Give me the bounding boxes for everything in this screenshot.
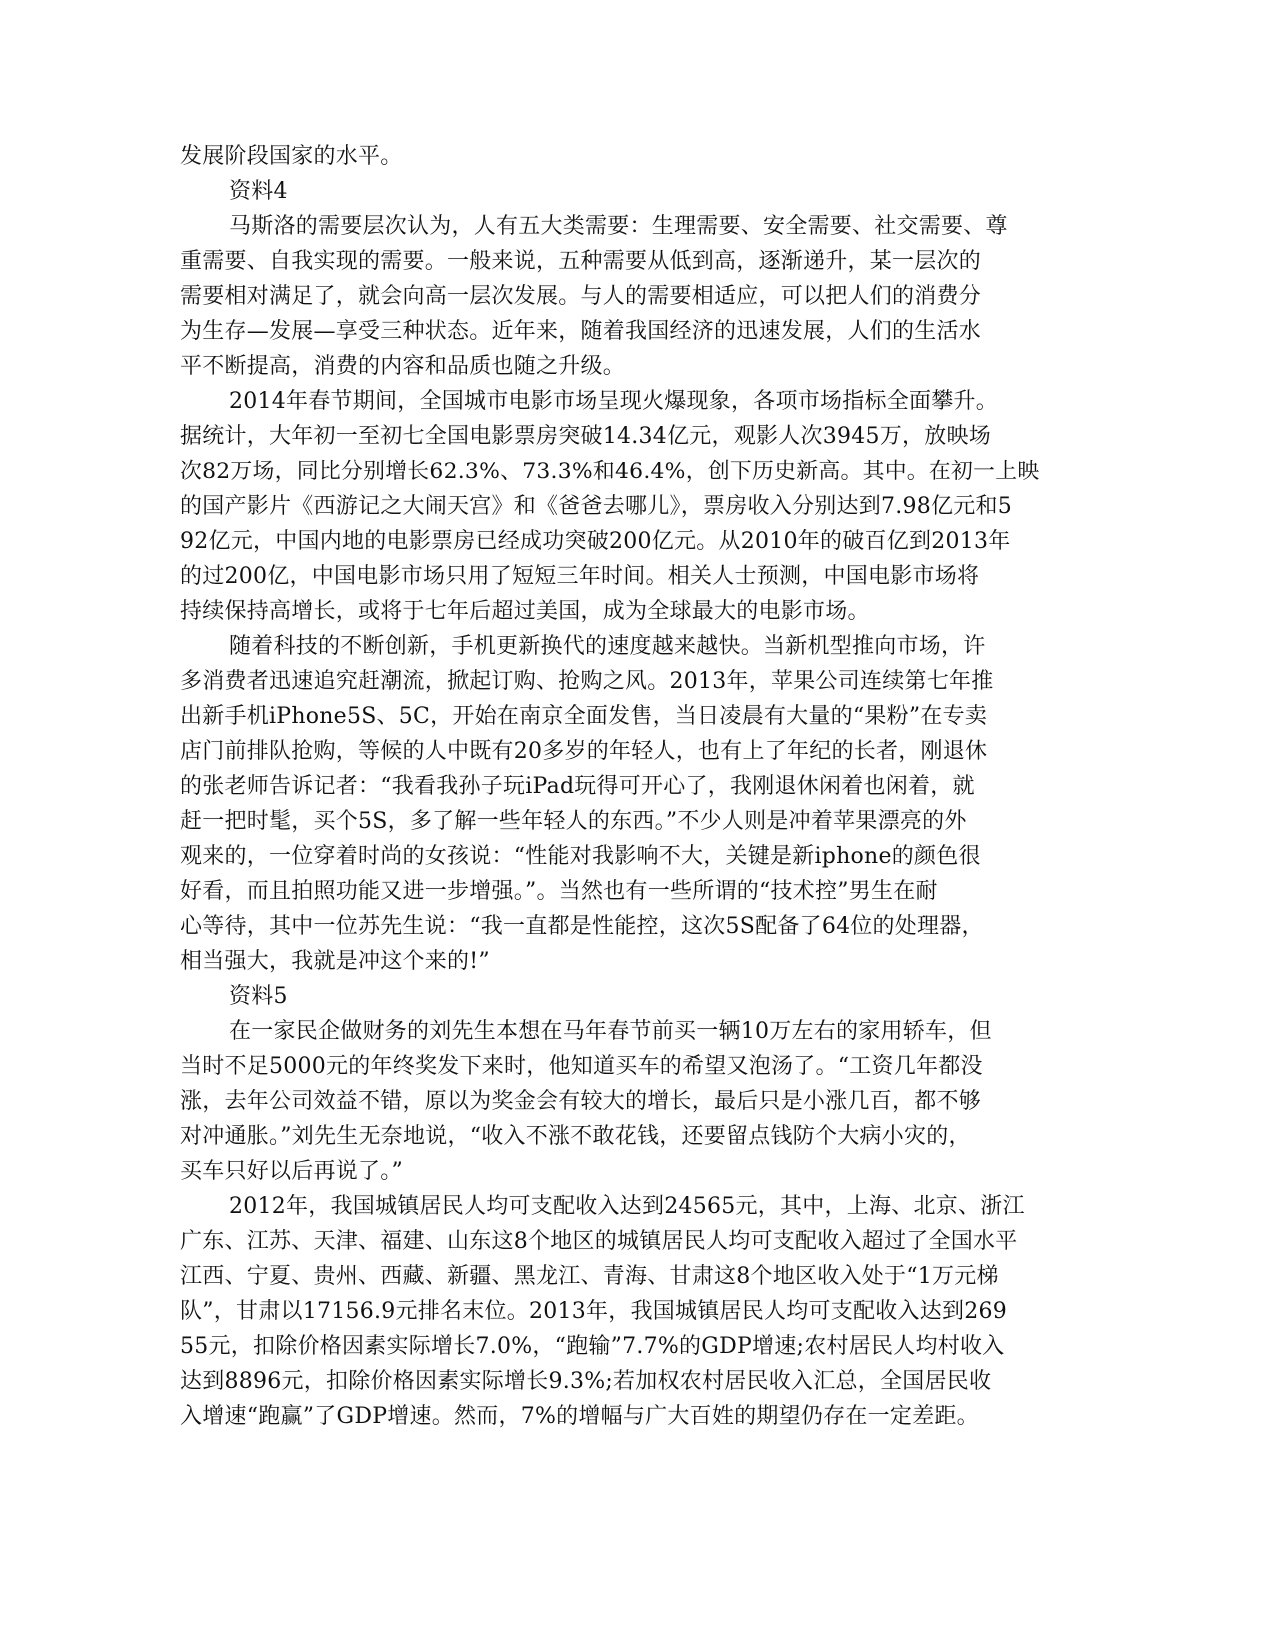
- text-line: 入增速“跑赢”了GDP增速。然而，7%的增幅与广大百姓的期望仍存在一定差距。: [180, 1404, 979, 1429]
- text-line: 相当强大，我就是冲这个来的!”: [180, 949, 490, 974]
- text-line: 2012年，我国城镇居民人均可支配收入达到24565元，其中，上海、北京、浙江: [229, 1194, 1025, 1219]
- text-line: 赶一把时髦，买个5S，多了解一些年轻人的东西。”不少人则是冲着苹果漂亮的外: [180, 809, 967, 834]
- text-line: 的过200亿，中国电影市场只用了短短三年时间。相关人士预测，中国电影市场将: [180, 564, 980, 589]
- text-line: 涨，去年公司效益不错，原以为奖金会有较大的增长，最后只是小涨几百，都不够: [180, 1089, 982, 1114]
- text-line: 2014年春节期间，全国城市电影市场呈现火爆现象，各项市场指标全面攀升。: [229, 389, 998, 414]
- text-line: 马斯洛的需要层次认为，人有五大类需要：生理需要、安全需要、社交需要、尊: [229, 214, 1008, 239]
- text-line: 发展阶段国家的水平。: [180, 144, 403, 169]
- text-line: 广东、江苏、天津、福建、山东这8个地区的城镇居民人均可支配收入超过了全国水平: [180, 1229, 1018, 1254]
- text-line: 江西、宁夏、贵州、西藏、新疆、黑龙江、青海、甘肃这8个地区收入处于“1万元梯: [180, 1264, 999, 1289]
- text-line: 重需要、自我实现的需要。一般来说，五种需要从低到高，逐渐递升，某一层次的: [180, 249, 982, 274]
- text-line: 资料5: [229, 984, 288, 1009]
- text-line: 当时不足5000元的年终奖发下来时，他知道买车的希望又泡汤了。“工资几年都没: [180, 1054, 983, 1079]
- text-line: 出新手机iPhone5S、5C，开始在南京全面发售，当日凌晨有大量的“果粉”在专卖: [180, 704, 988, 729]
- text-line: 为生存—发展—享受三种状态。近年来，随着我国经济的迅速发展，人们的生活水: [180, 319, 982, 344]
- text-line: 心等待，其中一位苏先生说：“我一直都是性能控，这次5S配备了64位的处理器，: [180, 914, 984, 939]
- text-line: 92亿元，中国内地的电影票房已经成功突破200亿元。从2010年的破百亿到2013年: [180, 529, 1011, 554]
- text-line: 平不断提高，消费的内容和品质也随之升级。: [180, 354, 626, 379]
- text-line: 达到8896元，扣除价格因素实际增长9.3%;若加权农村居民收入汇总，全国居民收: [180, 1369, 992, 1394]
- text-line: 随着科技的不断创新，手机更新换代的速度越来越快。当新机型推向市场，许: [229, 634, 986, 659]
- text-line: 55元，扣除价格因素实际增长7.0%，“跑输”7.7%的GDP增速;农村居民人均村收入: [180, 1334, 1005, 1359]
- text-line: 在一家民企做财务的刘先生本想在马年春节前买一辆10万左右的家用轿车，但: [229, 1019, 992, 1044]
- text-line: 的张老师告诉记者：“我看我孙子玩iPad玩得可开心了，我刚退休闲着也闲着，就: [180, 774, 975, 799]
- text-line: 队”，甘肃以17156.9元排名末位。2013年，我国城镇居民人均可支配收入达到269: [180, 1299, 1007, 1324]
- text-line: 好看，而且拍照功能又进一步增强。”。当然也有一些所谓的“技术控”男生在耐: [180, 879, 938, 904]
- text-line: 对冲通胀。”刘先生无奈地说，“收入不涨不敢花钱，还要留点钱防个大病小灾的，: [180, 1124, 971, 1149]
- text-line: 买车只好以后再说了。”: [180, 1159, 403, 1184]
- text-line: 据统计，大年初一至初七全国电影票房突破14.34亿元，观影人次3945万，放映场: [180, 424, 991, 449]
- text-line: 观来的，一位穿着时尚的女孩说：“性能对我影响不大，关键是新iphone的颜色很: [180, 844, 981, 869]
- text-line: 需要相对满足了，就会向高一层次发展。与人的需要相适应，可以把人们的消费分: [180, 284, 982, 309]
- text-line: 持续保持高增长，或将于七年后超过美国，成为全球最大的电影市场。: [180, 599, 870, 624]
- text-line: 店门前排队抢购，等候的人中既有20多岁的年轻人，也有上了年纪的长者，刚退休: [180, 739, 988, 764]
- text-line: 多消费者迅速追究赶潮流，掀起订购、抢购之风。2013年，苹果公司连续第七年推: [180, 669, 994, 694]
- text-line: 次82万场，同比分别增长62.3%、73.3%和46.4%，创下历史新高。其中。在初一上映: [180, 459, 1040, 484]
- text-line: 的国产影片《西游记之大闹天宫》和《爸爸去哪儿》，票房收入分别达到7.98亿元和5: [180, 494, 1012, 519]
- text-line: 资料4: [229, 179, 288, 204]
